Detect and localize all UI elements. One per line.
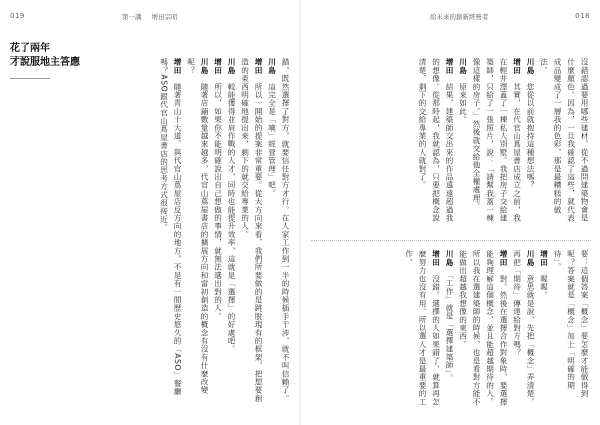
paragraph-text: 結果，建築師交出來的作品遠遠超過我的想像。從那時起，我就認為，只要把概念說清楚，剩下的交給專業的人就對了。	[418, 58, 454, 223]
speaker: 增田	[254, 58, 263, 75]
speaker: 川島	[526, 58, 535, 75]
paragraph-text: 較能獲得並肩作戰的人才，同時也能提升效率，這就是「選擇」的好處吧。	[227, 82, 236, 354]
right-page	[301, 0, 600, 425]
speaker: 川島	[526, 250, 535, 267]
paragraph	[402, 250, 443, 410]
running-header	[118, 12, 182, 21]
header-title: 給未來的創新經營者	[430, 13, 489, 21]
paragraph	[279, 58, 293, 410]
paragraph	[524, 58, 538, 228]
paragraph-text: 所以一開始的提案非常重要。從大方向來看，我們所要做的是跳脫現有的框架，把想要創造的東西明確地提出來，剩下的就交給專業的人。	[240, 58, 263, 403]
section-divider	[311, 240, 591, 241]
paragraph	[470, 58, 524, 228]
paragraph-text: 沒錯。選擇的人如果錯了，就算再怎麼努力也沒有用。所以選人才是最重要的工作。	[404, 250, 441, 406]
paragraph	[456, 58, 470, 228]
paragraph-text: 對。然後在選擇合作對象時，要選擇能夠理解這個概念、並且能超越期待的人。所以我在選建築師的時候，也是看對方能不能做出超越我想像的東西。	[458, 250, 508, 406]
paragraph	[443, 250, 457, 410]
right-body-text-lower	[313, 250, 591, 410]
title-rule	[10, 78, 50, 79]
paragraph-text: 隨著店鋪數量越來越多，代官山蔦屋書店的擴展方向和當初創造的概念有沒有什麼改變呢？	[186, 58, 209, 395]
paragraph	[456, 250, 510, 410]
paragraph	[537, 58, 591, 228]
running-header	[426, 12, 493, 21]
paragraph-text: 錯，既然選擇了對方，就要信任對方才行。在人家工作到一半的時候插手干涉，就不叫信賴了。	[281, 58, 290, 403]
speaker: 增田	[539, 250, 549, 267]
speaker: 川島	[267, 58, 277, 75]
paragraph-text: 「工作」就是「選擇建築師」。	[445, 274, 454, 382]
paragraph	[510, 250, 537, 410]
speaker: 增田	[445, 58, 454, 75]
paragraph-text: 其實，在代官山蔦屋書店成立之前，我在輕井澤蓋了一棟私人別墅。我把房子交給建築師，只給了一張照片，說：「請幫我蓋一棟像這樣的房子。」然後就交給他全權處理。	[472, 58, 522, 223]
speaker: 增田	[173, 58, 182, 75]
paragraph-text: 沒錯認過要用哪些建材，從不過問建築物會是什麼顏色。因為，一旦我確認了這些，就代表成品變成了一層我的色彩，那是最糟糕的做法。	[539, 58, 589, 222]
paragraph	[265, 58, 279, 410]
paragraph-text: 要：這個答案「概念」要怎麼才能做得到呢？答案就是「概念」加上「明確的期待」。	[553, 250, 589, 398]
paragraph	[416, 58, 457, 228]
right-body-text-upper	[313, 58, 591, 228]
paragraph-text: 隨著青山十大道、與代官山蔦屋店反方向的地方，不是有一間歷史悠久的「ASO」餐廳嗎？ASO跟代官山蔦屋書店的思考方式很接近。	[159, 58, 182, 396]
paragraph	[211, 58, 225, 410]
speaker: 增田	[499, 250, 508, 267]
speaker: 川島	[458, 58, 468, 75]
speaker: 增田	[213, 58, 223, 75]
speaker: 川島	[200, 58, 209, 75]
paragraph-text: 原來如此。	[458, 82, 468, 124]
paragraph-text: 喔喔。	[539, 274, 549, 300]
page-number: 018	[575, 12, 590, 20]
paragraph-text: 所以，如果你不能明確說出自己想做的事情，就無法選出對的人。	[213, 82, 223, 321]
header-chapter: 第一講	[122, 13, 142, 21]
paragraph	[184, 58, 211, 410]
paragraph-text: 您從以前就抱持這種想法嗎？	[526, 82, 535, 190]
section-title-line-1: 花了兩年	[10, 43, 50, 54]
left-body-text	[70, 58, 292, 410]
paragraph	[157, 58, 184, 410]
paragraph-text: 意思就是說，先把「概念」弄清楚，再把「期待」傳達給對方嗎？	[512, 250, 535, 406]
speaker: 增田	[431, 250, 441, 267]
paragraph-text: 這完全是「嘀」經營管理」吧。	[267, 82, 277, 198]
paragraph	[551, 250, 592, 410]
section-title-line-2: 才說服地主答應	[10, 57, 80, 68]
paragraph	[537, 250, 551, 410]
page-number: 019	[10, 12, 25, 20]
speaker: 川島	[227, 58, 236, 75]
paragraph	[238, 58, 265, 410]
header-title: 增田宗昭	[151, 13, 178, 21]
speaker: 川島	[445, 250, 454, 267]
left-page	[0, 0, 299, 425]
paragraph	[225, 58, 239, 410]
speaker: 增田	[512, 58, 522, 75]
